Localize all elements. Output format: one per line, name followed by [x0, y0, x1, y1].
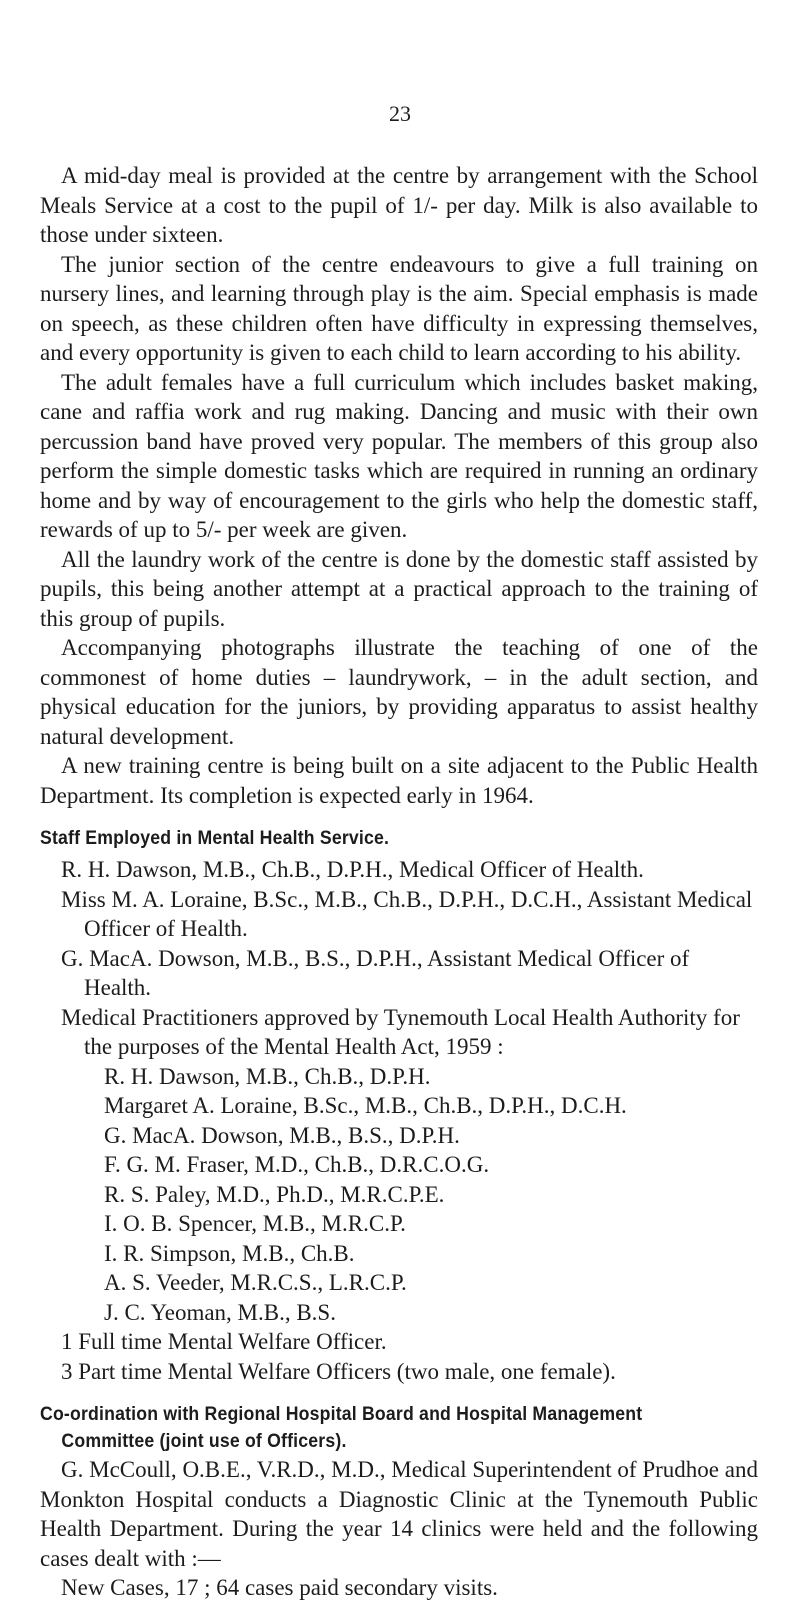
paragraph-laundry: All the laundry work of the centre is done by the domestic staff assisted by pupils, this being another attempt at a practical approach to the training of this group of pupils. — [40, 546, 758, 631]
practitioner-entry: Margaret A. Loraine, B.Sc., M.B., Ch.B., D.P.H., D.C.H. — [104, 1093, 627, 1118]
welfare-officer-entry: 3 Part time Mental Welfare Officers (two male, one female). — [61, 1358, 616, 1384]
practitioner-entry: R. S. Paley, M.D., Ph.D., M.R.C.P.E. — [104, 1181, 445, 1207]
practitioner-entry: I. O. B. Spencer, M.B., M.R.C.P. — [104, 1211, 406, 1236]
coordination-heading-line1: Co-ordination with Regional Hospital Board and Hospital Management — [40, 1404, 643, 1425]
practitioner-entry: I. R. Simpson, M.B., Ch.B. — [104, 1240, 355, 1266]
paragraph-photographs: Accompanying photographs illustrate the teaching of one of the commonest of home duties – laundrywork, – in the adult section, and physical education for the juniors, by providing apparatus to assist healthy natural development. — [40, 635, 758, 749]
staff-entry: G. MacA. Dowson, M.B., B.S., D.P.H., Assistant Medical Officer of Health. — [61, 945, 690, 1000]
paragraph-adult-females: The adult females have a full curriculum which includes basket making, cane and raffia work and rug making. Dancing and music with their own percussion band have proved very popular. The members of this group also perform the simple domestic tasks which are required in running an ordinary home and by way of encouragement to the girls who help the domestic staff, rewards of up to 5/- per week are given. — [40, 369, 758, 542]
practitioner-entry: F. G. M. Fraser, M.D., Ch.B., D.R.C.O.G. — [104, 1152, 490, 1177]
practitioner-entry: R. H. Dawson, M.B., Ch.B., D.P.H. — [104, 1063, 431, 1089]
paragraph-junior-section: The junior section of the centre endeavours to give a full training on nursery lines, and learning through play is the aim. Special emphasis is made on speech, as these children often have difficulty in expressing themselves, and every opportunity is given to each child to learn according to his ability. — [40, 251, 758, 365]
practitioner-entry: G. MacA. Dowson, M.B., B.S., D.P.H. — [104, 1122, 460, 1148]
coordination-section-heading — [40, 1401, 756, 1455]
welfare-officer-entry: 1 Full time Mental Welfare Officer. — [61, 1329, 387, 1354]
practitioner-entry: J. C. Yeoman, M.B., B.S. — [104, 1299, 336, 1325]
paragraph-new-centre: A new training centre is being built on a site adjacent to the Public Health Department. Its completion is expected early in 1964. — [40, 753, 758, 808]
paragraph-school-meals: A mid-day meal is provided at the centre by arrangement with the School Meals Service at a cost to the pupil of 1/- per day. Milk is also available to those under sixteen. — [40, 163, 758, 247]
staff-entry: Medical Practitioners approved by Tynemouth Local Health Authority for the purposes of the Mental Health Act, 1959 : — [61, 1004, 740, 1059]
staff-list — [61, 855, 758, 1386]
staff-entry: R. H. Dawson, M.B., Ch.B., D.P.H., Medical Officer of Health. — [61, 857, 644, 882]
practitioner-list — [104, 1062, 758, 1328]
cases-summary: New Cases, 17 ; 64 cases paid secondary visits. — [61, 1575, 498, 1600]
page-number: 23 — [389, 101, 411, 126]
paragraph-diagnostic-clinic: G. McCoull, O.B.E., V.R.D., M.D., Medical Superintendent of Prudhoe and Monkton Hospital conducts a Diagnostic Clinic at the Tynemouth Public Health Department. During the year 14 clinics were held and the following cases dealt with :— — [40, 1457, 758, 1571]
staff-entry: Miss M. A. Loraine, B.Sc., M.B., Ch.B., D.P.H., D.C.H., Assistant Medical Officer of Health. — [61, 886, 753, 941]
staff-section-heading: Staff Employed in Mental Health Service. — [40, 828, 390, 849]
page-body — [40, 161, 758, 1603]
practitioner-entry: A. S. Veeder, M.R.C.S., L.R.C.P. — [104, 1270, 407, 1295]
coordination-heading-line2: Committee (joint use of Officers). — [61, 1431, 347, 1452]
